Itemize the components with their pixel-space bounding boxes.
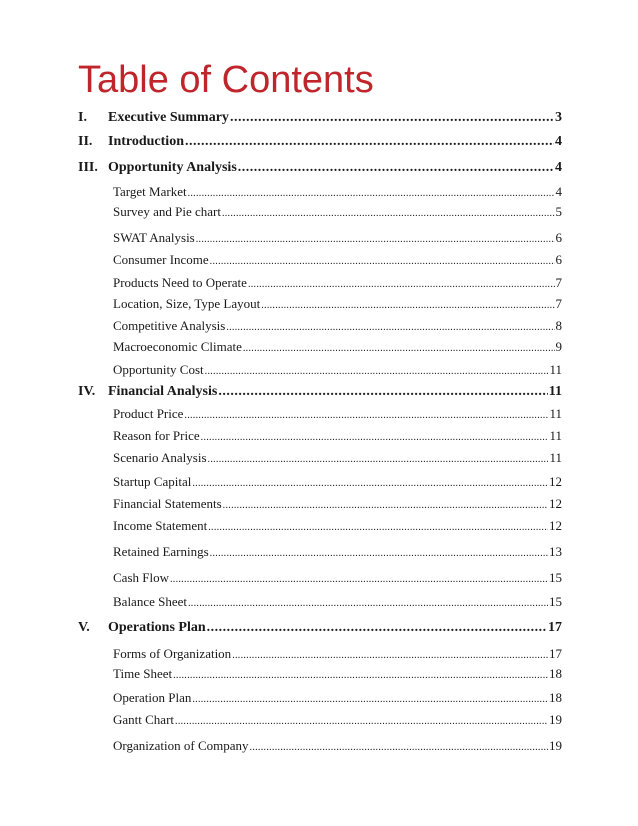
dot-leader <box>192 478 548 489</box>
entry-label: Target Market <box>113 184 187 199</box>
toc-subsection-entry[interactable] <box>78 339 562 359</box>
page-number: 13 <box>549 544 562 559</box>
dot-leader <box>188 598 548 609</box>
dot-leader <box>210 256 555 267</box>
toc-subsection-entry[interactable] <box>78 690 562 710</box>
page-number: 11 <box>548 384 562 399</box>
toc-subsection-entry[interactable] <box>78 518 562 538</box>
page-number: 11 <box>549 406 562 421</box>
page-number: 4 <box>555 184 562 199</box>
entry-label: Operations Plan <box>108 620 206 635</box>
toc-subsection-entry[interactable] <box>78 184 562 204</box>
dot-leader <box>188 188 555 199</box>
dot-leader <box>207 620 547 636</box>
entry-label: Introduction <box>108 134 184 149</box>
entry-label: Consumer Income <box>113 252 209 267</box>
page-number: 8 <box>555 318 562 333</box>
entry-label: Income Statement <box>113 518 208 533</box>
dot-leader <box>222 208 555 219</box>
toc-subsection-entry[interactable] <box>78 474 562 494</box>
dot-leader <box>218 384 547 400</box>
dot-leader <box>210 548 548 559</box>
dot-leader <box>248 279 555 290</box>
toc-subsection-entry[interactable] <box>78 738 562 758</box>
entry-label: Financial Statements <box>113 496 222 511</box>
dot-leader <box>185 134 554 150</box>
toc-subsection-entry[interactable] <box>78 712 562 732</box>
dot-leader <box>170 574 548 585</box>
page-number: 12 <box>549 474 562 489</box>
section-numeral: IV. <box>78 384 96 399</box>
entry-label: Opportunity Cost <box>113 362 204 377</box>
page-number: 7 <box>555 296 562 311</box>
toc-subsection-entry[interactable] <box>78 362 562 382</box>
dot-leader <box>184 410 548 421</box>
toc-section-entry[interactable] <box>78 384 562 404</box>
dot-leader <box>250 742 548 753</box>
toc-subsection-entry[interactable] <box>78 450 562 470</box>
entry-label: Retained Earnings <box>113 544 209 559</box>
entry-label: Operation Plan <box>113 690 192 705</box>
entry-label: Forms of Organization <box>113 646 232 661</box>
entry-label: Balance Sheet <box>113 594 187 609</box>
entry-label: Executive Summary <box>108 110 229 125</box>
page-number: 11 <box>549 450 562 465</box>
dot-leader <box>261 300 554 311</box>
entry-label: SWAT Analysis <box>113 230 195 245</box>
dot-leader <box>205 366 549 377</box>
toc-subsection-entry[interactable] <box>78 646 562 666</box>
toc-subsection-entry[interactable] <box>78 428 562 448</box>
page-number: 19 <box>549 738 562 753</box>
entry-label: Location, Size, Type Layout <box>113 296 261 311</box>
page-number: 19 <box>549 712 562 727</box>
entry-label: Startup Capital <box>113 474 192 489</box>
dot-leader <box>238 160 554 176</box>
page-number: 5 <box>555 204 562 219</box>
dot-leader <box>232 650 548 661</box>
dot-leader <box>201 432 549 443</box>
toc-subsection-entry[interactable] <box>78 318 562 338</box>
entry-label: Organization of Company <box>113 738 249 753</box>
entry-label: Opportunity Analysis <box>108 160 237 175</box>
page-number: 17 <box>549 646 562 661</box>
page-number: 15 <box>549 570 562 585</box>
toc-subsection-entry[interactable] <box>78 570 562 590</box>
toc-subsection-entry[interactable] <box>78 204 562 224</box>
dot-leader <box>208 522 548 533</box>
toc-subsection-entry[interactable] <box>78 594 562 614</box>
toc-subsection-entry[interactable] <box>78 406 562 426</box>
page-number: 11 <box>549 362 562 377</box>
entry-label: Survey and Pie chart <box>113 204 221 219</box>
toc-subsection-entry[interactable] <box>78 296 562 316</box>
toc-section-entry[interactable] <box>78 160 562 180</box>
entry-label: Competitive Analysis <box>113 318 226 333</box>
section-numeral: II. <box>78 134 93 149</box>
page-number: 18 <box>549 690 562 705</box>
toc-subsection-entry[interactable] <box>78 230 562 250</box>
page-number: 4 <box>555 134 562 149</box>
dot-leader <box>243 343 555 354</box>
dot-leader <box>230 110 554 126</box>
page-title: Table of Contents <box>78 59 374 101</box>
dot-leader <box>226 322 554 333</box>
page-number: 11 <box>549 428 562 443</box>
toc-section-entry[interactable] <box>78 620 562 640</box>
dot-leader <box>223 500 548 511</box>
page-number: 12 <box>549 496 562 511</box>
dot-leader <box>175 716 548 727</box>
page-number: 3 <box>555 110 562 125</box>
dot-leader <box>208 454 549 465</box>
section-numeral: V. <box>78 620 90 635</box>
page-number: 15 <box>549 594 562 609</box>
page-number: 7 <box>555 275 562 290</box>
toc-section-entry[interactable] <box>78 110 562 130</box>
toc-section-entry[interactable] <box>78 134 562 154</box>
dot-leader <box>192 694 548 705</box>
page-number: 4 <box>555 160 562 175</box>
page-number: 12 <box>549 518 562 533</box>
toc-subsection-entry[interactable] <box>78 544 562 564</box>
entry-label: Reason for Price <box>113 428 200 443</box>
dot-leader <box>196 234 555 245</box>
toc-subsection-entry[interactable] <box>78 496 562 516</box>
dot-leader <box>173 670 548 681</box>
toc-subsection-entry[interactable] <box>78 666 562 686</box>
page-number: 17 <box>548 620 562 635</box>
page-number: 9 <box>555 339 562 354</box>
page-number: 6 <box>555 230 562 245</box>
toc-subsection-entry[interactable] <box>78 275 562 295</box>
entry-label: Product Price <box>113 406 184 421</box>
toc-subsection-entry[interactable] <box>78 252 562 272</box>
section-numeral: I. <box>78 110 87 125</box>
section-numeral: III. <box>78 160 98 175</box>
page-number: 18 <box>549 666 562 681</box>
entry-label: Cash Flow <box>113 570 169 585</box>
entry-label: Scenario Analysis <box>113 450 207 465</box>
page-number: 6 <box>555 252 562 267</box>
entry-label: Time Sheet <box>113 666 173 681</box>
entry-label: Macroeconomic Climate <box>113 339 242 354</box>
entry-label: Gantt Chart <box>113 712 175 727</box>
entry-label: Products Need to Operate <box>113 275 247 290</box>
entry-label: Financial Analysis <box>108 384 218 399</box>
